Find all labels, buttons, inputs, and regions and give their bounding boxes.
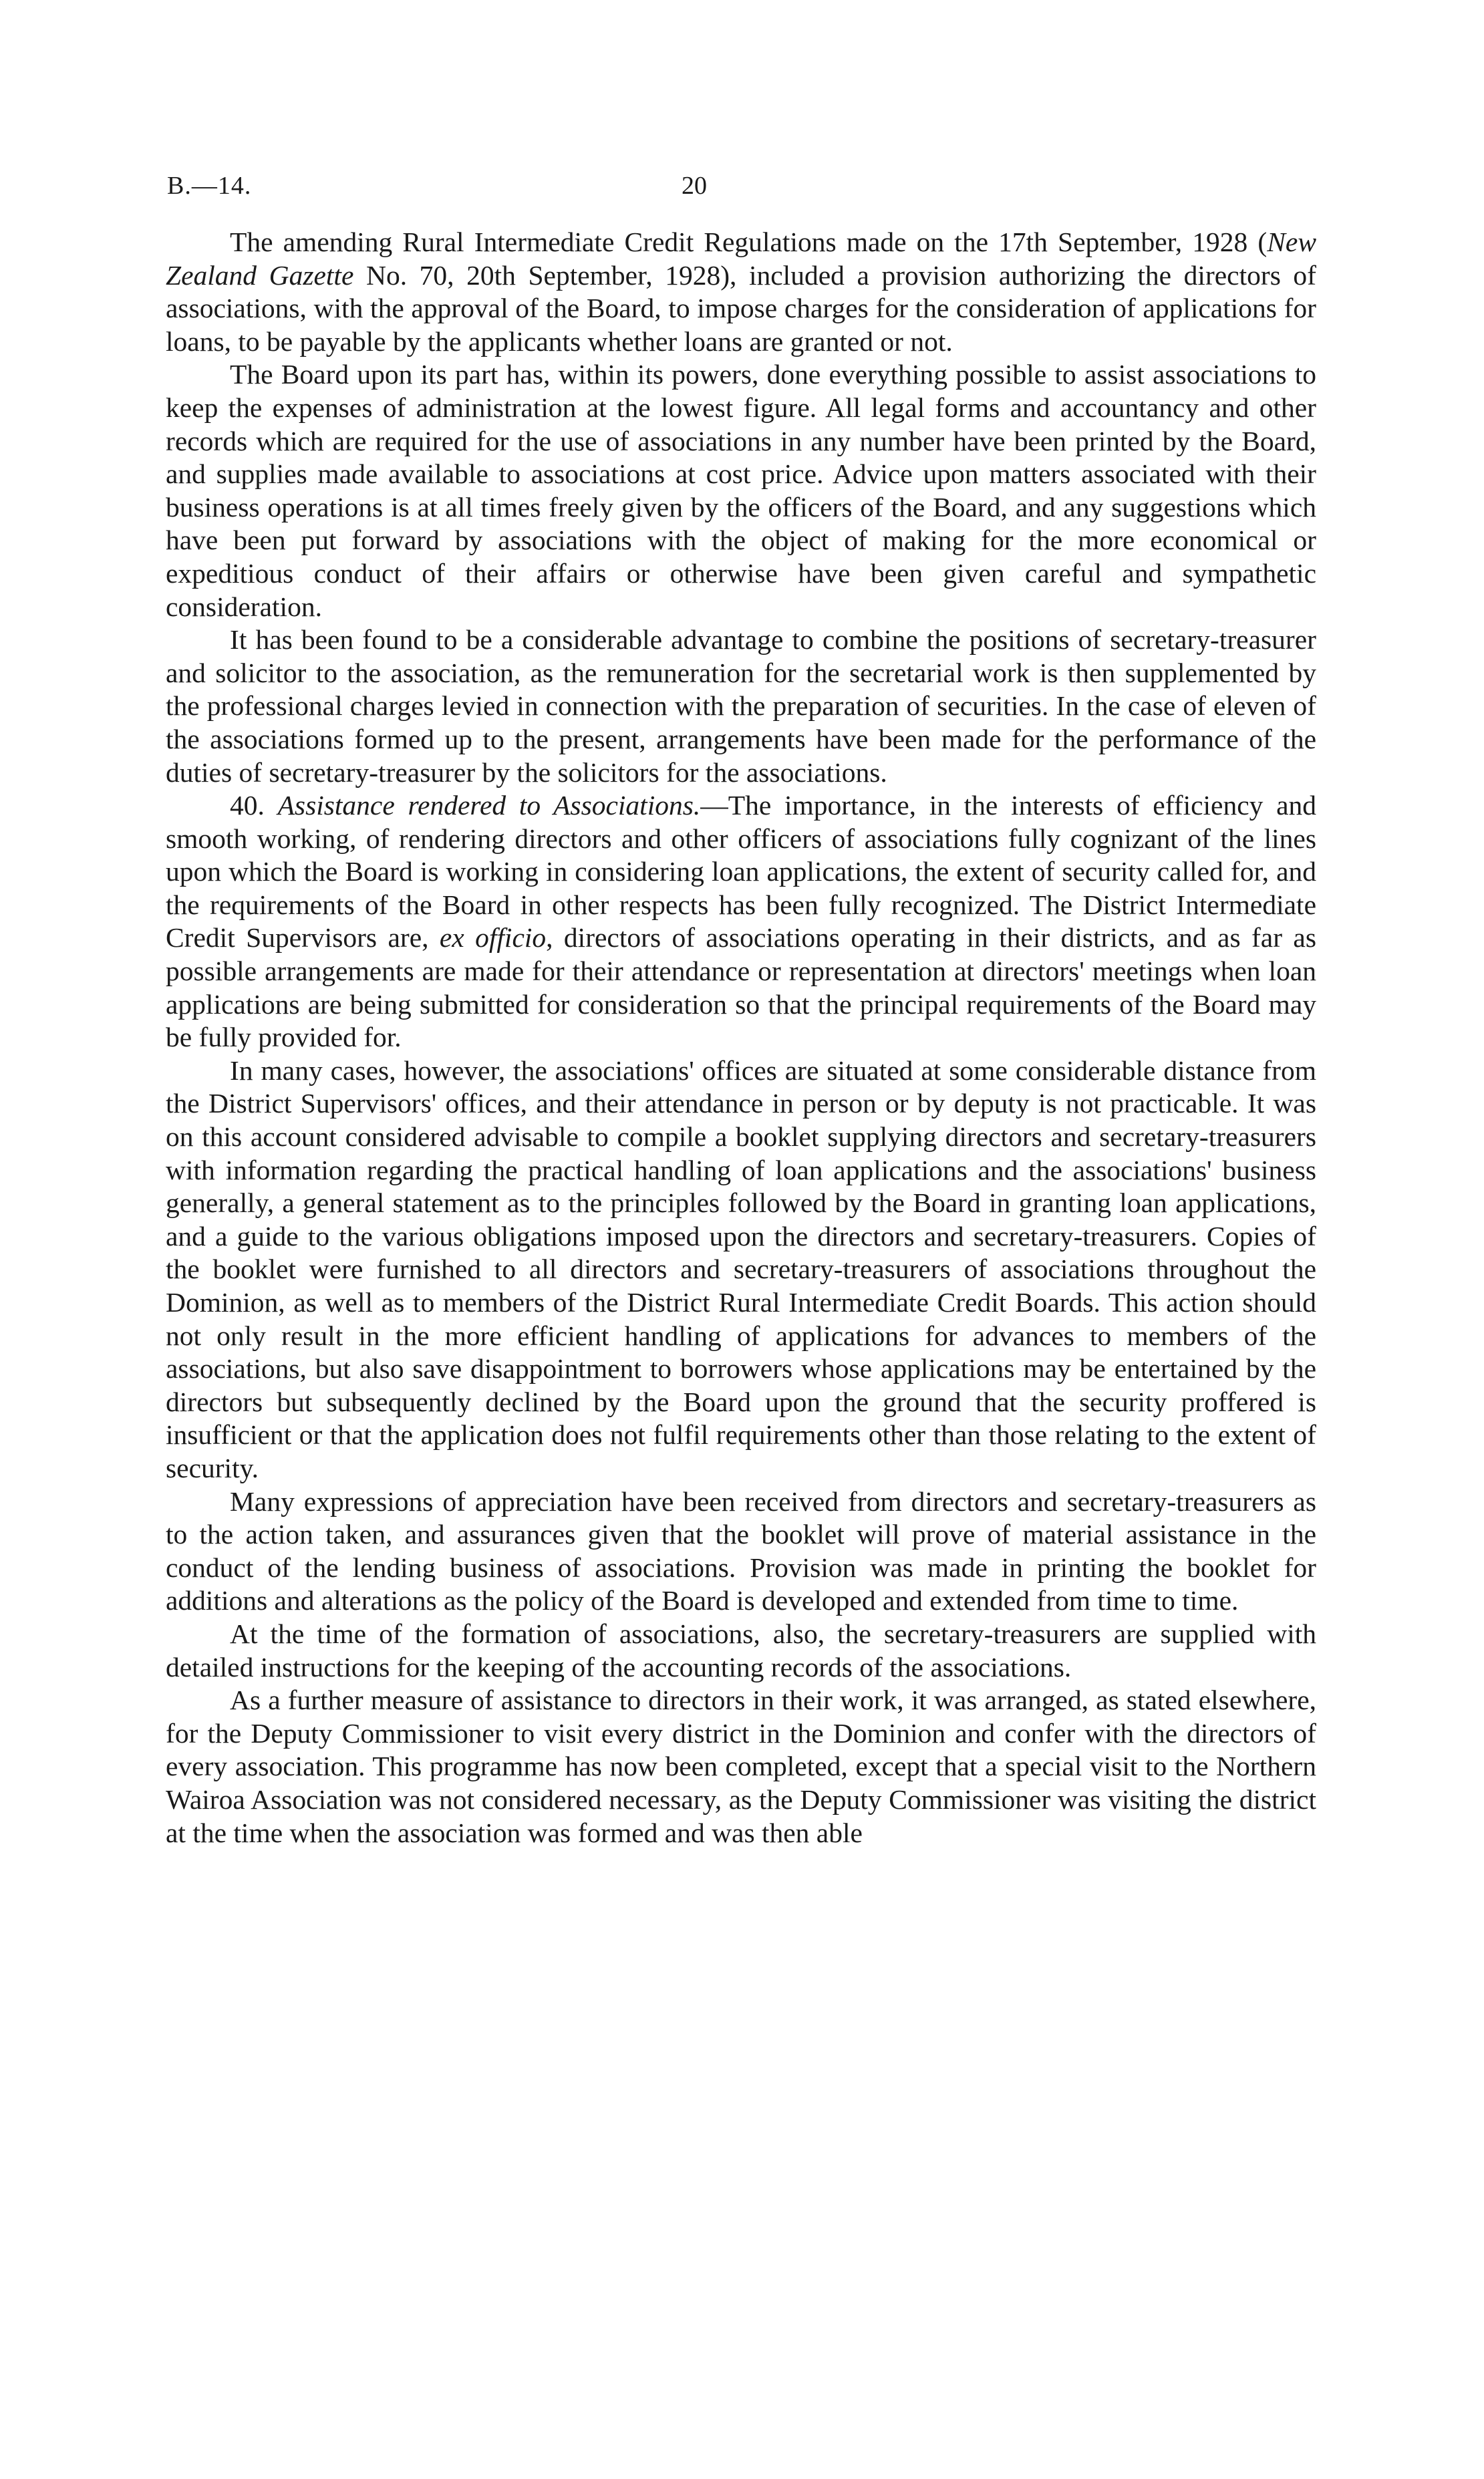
page-number: 20 bbox=[682, 172, 707, 200]
paragraph-regulations bbox=[166, 226, 1316, 358]
latin-term: ex officio bbox=[439, 922, 547, 954]
body-text bbox=[166, 226, 1316, 1850]
gazette-title: New Zealand Gazette bbox=[166, 227, 1316, 291]
section-number: 40. bbox=[230, 790, 278, 821]
text-segment: No. 70, 20th September, 1928), included a provision authorizing the directors of associations, with the approval of the Board, to impose charges for the consideration of applications for loans, to be payable by the applicants whether loans are granted or not. bbox=[166, 259, 1316, 357]
text-segment: The amending Rural Intermediate Credit Regulations made on the 17th September, 1928 ( bbox=[230, 227, 1268, 257]
section-heading: Assistance rendered to Associations. bbox=[277, 790, 701, 821]
paragraph-secretary-solicitor bbox=[166, 623, 1316, 789]
text-segment: At the time of the formation of associations, also, the secretary-treasurers are supplied with detailed instructions for the keeping of the accounting records of the associations. bbox=[166, 1618, 1316, 1683]
paragraph-board-assistance bbox=[166, 358, 1316, 623]
text-segment: In many cases, however, the associations' offices are situated at some considerable distance from the District Supervisors' offices, and their attendance in person or by deputy is not practicable. It was on this account considered advisable to compile a booklet supplying directors and secretary-treasurers with information regarding the practical handling of loan applications and the associations' business generally, a general statement as to the principles followed by the Board in granting loan applications, and a guide to the various obligations imposed upon the directors and secretary-treasurers. Copies of the booklet were furnished to all directors and secretary-treasurers of associations throughout the Dominion, as well as to members of the District Rural Intermediate Credit Boards. This action should not only result in the more efficient handling of applications for advances to members of the associations, but also save disappointment to borrowers whose applications may be entertained by the directors but subsequently declined by the Board upon the ground that the security proffered is insufficient or that the application does not fulfil requirements other than those relating to the extent of security. bbox=[166, 1054, 1316, 1483]
paragraph-section-40 bbox=[166, 789, 1316, 1054]
paragraph-deputy-commissioner bbox=[166, 1684, 1316, 1850]
text-segment: Many expressions of appreciation have been received from directors and secretary-treasurers as to the action taken, and assurances given that the booklet will prove of material assistance in the conduct of the lending business of associations. Provision was made in printing the booklet for additions and alterations as the policy of the Board is developed and extended from time to time. bbox=[166, 1485, 1316, 1616]
paragraph-booklet bbox=[166, 1054, 1316, 1485]
paragraph-accounting-instructions bbox=[166, 1618, 1316, 1684]
paragraph-appreciation bbox=[166, 1485, 1316, 1618]
document-reference: B.—14. bbox=[167, 172, 252, 200]
text-segment: —The importance, in the interests of efficiency and smooth working, of rendering directors and other officers of associations fully cognizant of the lines upon which the Board is working in considering loan applications, the extent of security called for, and the requirements of the Board in other respects has been fully recognized. The District Intermediate Credit Supervisors are, bbox=[166, 790, 1316, 954]
running-header bbox=[0, 166, 1484, 206]
text-segment: It has been found to be a considerable advantage to combine the positions of secretary-treasurer and solicitor to the association, as the remuneration for the secretarial work is then supplemented by the professional charges levied in connection with the preparation of securities. In the case of eleven of the associations formed up to the present, arrangements have been made for the performance of the duties of secretary-treasurer by the solicitors for the associations. bbox=[166, 624, 1316, 788]
text-segment: The Board upon its part has, within its powers, done everything possible to assist associations to keep the expenses of administration at the lowest figure. All legal forms and accountancy and other records which are required for the use of associations in any number have been printed by the Board, and supplies made available to associations at cost price. Advice upon matters associated with their business operations is at all times freely given by the officers of the Board, and any suggestions which have been put forward by associations with the object of making for the more economical or expeditious conduct of their affairs or otherwise have been given careful and sympathetic consideration. bbox=[166, 359, 1316, 622]
text-segment: As a further measure of assistance to directors in their work, it was arranged, as stated elsewhere, for the Deputy Commissioner to visit every district in the Dominion and confer with the directors of every association. This programme has now been completed, except that a special visit to the Northern Wairoa Association was not considered necessary, as the Deputy Commissioner was visiting the district at the time when the association was formed and was then able bbox=[166, 1685, 1316, 1848]
text-segment: , directors of associations operating in their districts, and as far as possible arrangements are made for their attendance or representation at directors' meetings when loan applications are being submitted for consideration so that the principal requirements of the Board may be fully provided for. bbox=[166, 922, 1316, 1053]
